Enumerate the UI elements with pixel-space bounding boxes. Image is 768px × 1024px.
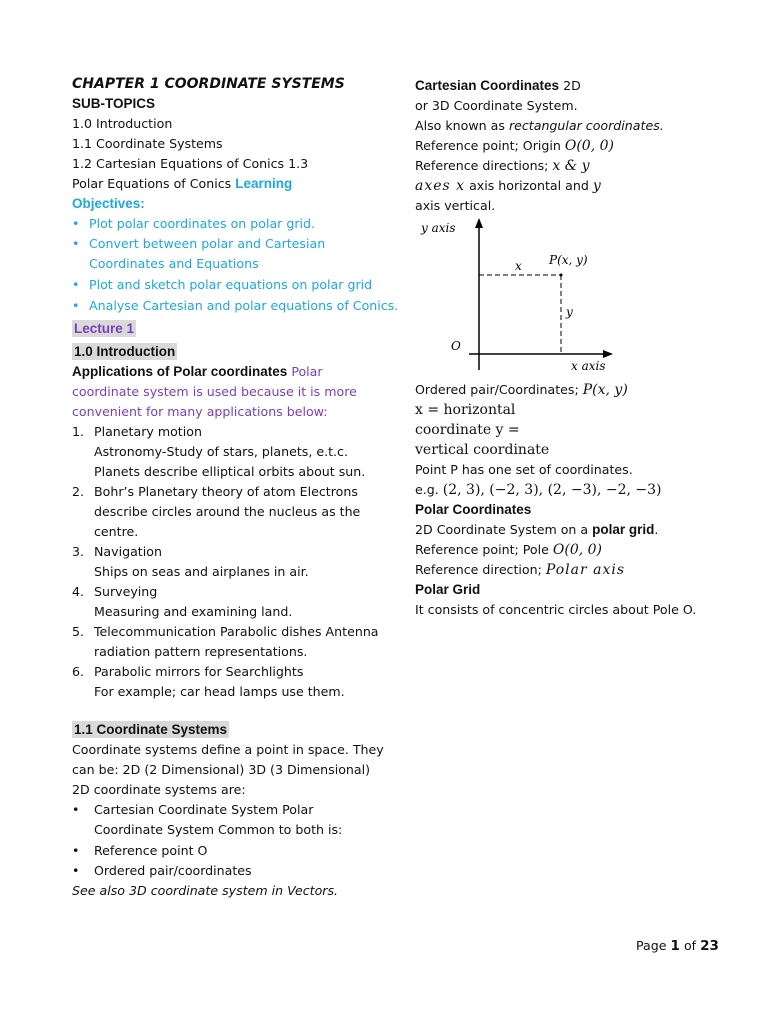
cartesian-heading: Cartesian Coordinates <box>415 78 560 93</box>
y-axis-arrow <box>475 218 483 228</box>
axes-line: axes x axis horizontal and y <box>415 178 601 194</box>
coord-para: can be: 2D (2 Dimensional) 3D (3 Dimensional) <box>72 762 371 777</box>
app-detail: radiation pattern representations. <box>94 644 308 659</box>
page-word: Page <box>636 938 667 953</box>
app-detail: For example; car head lamps use them. <box>94 684 345 699</box>
x-length-label: x <box>515 259 522 273</box>
coordinate-y: coordinate y = <box>415 422 520 438</box>
y-length-label: y <box>566 305 573 319</box>
cartesian-text: Also known as rectangular coordinates. <box>415 118 664 133</box>
app-item: 1. Planetary motion <box>72 424 202 439</box>
coord-para: Coordinate systems define a point in space. They <box>72 742 384 757</box>
app-detail: describe circles around the nucleus as the <box>94 504 361 519</box>
point-p-marker <box>560 274 563 277</box>
axes-line: axis vertical. <box>415 198 496 213</box>
app-item: 3. Navigation <box>72 544 162 559</box>
page-number: 1 <box>670 938 680 954</box>
objective-item: • Analyse Cartesian and polar equations of Conics. <box>72 296 402 316</box>
subtopic-polar: Polar Equations of Conics <box>72 176 232 191</box>
polar-reference-point: Reference point; Pole O(0, 0) <box>415 542 603 558</box>
app-item: 2. Bohr’s Planetary theory of atom Electrons <box>72 484 358 499</box>
reference-directions: Reference directions; x & y <box>415 158 590 174</box>
app-detail: Ships on seas and airplanes in air. <box>94 564 309 579</box>
see-also-note: See also 3D coordinate system in Vectors. <box>72 883 339 898</box>
polar-grid-text: It consists of concentric circles about Pole O. <box>415 602 697 617</box>
objective-item: • Convert between polar and Cartesian <box>72 234 402 254</box>
coord-para: 2D coordinate systems are: <box>72 782 246 797</box>
example-line: e.g. (2, 3), (−2, 3), (2, −3), −2, −3) <box>415 482 662 498</box>
app-item: 5. Telecommunication Parabolic dishes Antenna <box>72 624 379 639</box>
objective-item: • Plot and sketch polar equations on polar grid <box>72 275 402 295</box>
applications-line <box>72 362 402 382</box>
subtopics-heading: SUB-TOPICS <box>72 96 156 111</box>
chapter-title: CHAPTER 1 COORDINATE SYSTEMS <box>72 76 345 92</box>
app-detail: centre. <box>94 524 139 539</box>
page-footer <box>636 938 719 954</box>
objectives-heading: Objectives: <box>72 196 145 211</box>
page-total: 23 <box>700 938 719 954</box>
polar-text: 2D Coordinate System on a polar grid. <box>415 522 659 537</box>
coord-bullet: • Reference point O <box>72 843 208 858</box>
cartesian-text: or 3D Coordinate System. <box>415 98 578 113</box>
x-horizontal: x = horizontal <box>415 402 516 418</box>
ordered-pair: Ordered pair/Coordinates; P(x, y) <box>415 382 628 398</box>
point-p-label: P(x, y) <box>549 253 588 267</box>
app-detail: Astronomy-Study of stars, planets, e.t.c. <box>94 444 348 459</box>
applications-intro: coordinate system is used because it is more <box>72 384 357 399</box>
app-detail: Planets describe elliptical orbits about sun. <box>94 464 366 479</box>
y-axis-label: y axis <box>421 221 456 235</box>
app-item: 4. Surveying <box>72 584 158 599</box>
app-item: 6. Parabolic mirrors for Searchlights <box>72 664 304 679</box>
applications-intro: Polar <box>291 364 323 379</box>
subtopic-item: 1.2 Cartesian Equations of Conics 1.3 <box>72 156 309 171</box>
x-axis-label: x axis <box>571 359 606 373</box>
coord-systems-heading: 1.1 Coordinate Systems <box>74 722 228 737</box>
coord-bullet: • Cartesian Coordinate System Polar <box>72 802 314 817</box>
of-word: of <box>683 938 697 953</box>
origin-label: O <box>451 339 461 353</box>
coord-bullet-cont: Coordinate System Common to both is: <box>94 822 343 837</box>
right-column <box>415 76 735 620</box>
subtopic-item: 1.0 Introduction <box>72 116 173 131</box>
learning-word: Learning <box>235 176 293 191</box>
intro-heading: 1.0 Introduction <box>74 344 176 359</box>
cartesian-heading-line <box>415 76 735 96</box>
objective-item: • Plot polar coordinates on polar grid. <box>72 214 402 234</box>
vertical-coordinate: vertical coordinate <box>415 442 550 458</box>
coord-bullet: • Ordered pair/coordinates <box>72 863 252 878</box>
polar-heading: Polar Coordinates <box>415 502 532 517</box>
reference-point: Reference point; Origin O(0, 0) <box>415 138 614 154</box>
polar-reference-direction: Reference direction; Polar axis <box>415 562 626 578</box>
subtopic-item <box>72 174 402 194</box>
cartesian-2d: 2D <box>563 78 581 93</box>
cartesian-diagram <box>415 218 625 378</box>
point-p-text: Point P has one set of coordinates. <box>415 462 633 477</box>
applications-heading: Applications of Polar coordinates <box>72 364 288 379</box>
polar-grid-heading: Polar Grid <box>415 582 481 597</box>
objective-item-cont: Coordinates and Equations <box>89 256 259 271</box>
applications-intro: convenient for many applications below: <box>72 404 328 419</box>
app-detail: Measuring and examining land. <box>94 604 293 619</box>
subtopic-item: 1.1 Coordinate Systems <box>72 136 223 151</box>
x-axis-arrow <box>603 350 613 358</box>
left-column <box>72 74 402 901</box>
lecture-label: Lecture 1 <box>74 321 135 336</box>
